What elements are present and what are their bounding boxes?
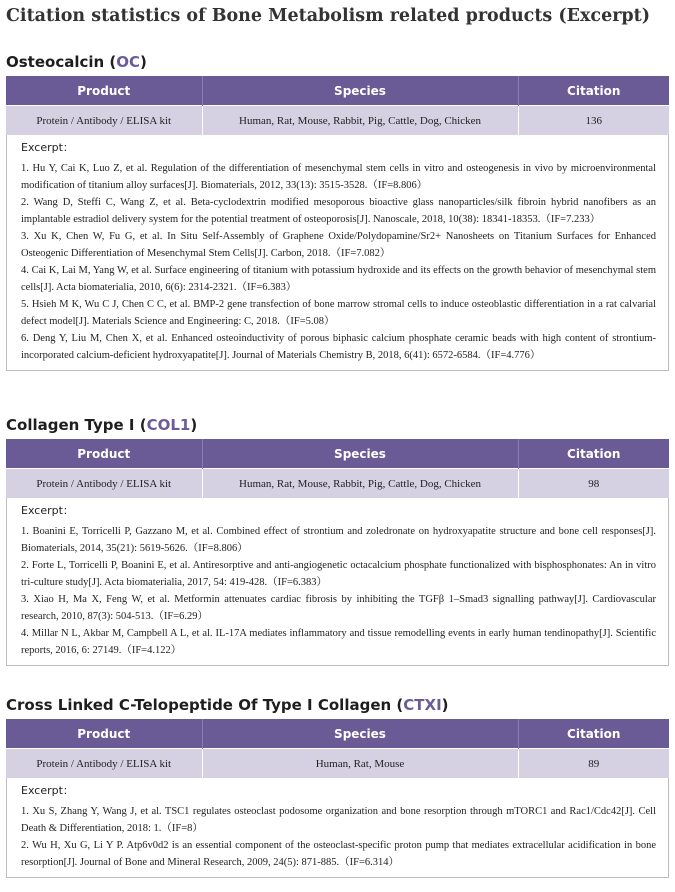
reference-item: 2. Wang D, Steffi C, Wang Z, et al. Beta-cyclodextrin modified mesoporous bioactive glass nanoparticles/silk fibroin hybrid nanofibers as an implantable estradiol delivery system for the potential treatment of osteoporosis[J]. Nanoscale, 2018, 10(38): 18341-18353.（IF=7.233） bbox=[21, 197, 656, 225]
table-row bbox=[6, 469, 669, 499]
summary-table bbox=[6, 439, 669, 498]
section-osteocalcin bbox=[6, 52, 669, 371]
header-species: Species bbox=[202, 76, 518, 106]
reference-item: 2. Wu H, Xu G, Li Y P. Atp6v0d2 is an essential component of the osteoclast-specific proton pump that mediates extracellular acidification in bone resorption[J]. Journal of Bone and Mineral Research, 2009, 24(5): 871-885.（IF=6.314） bbox=[21, 840, 656, 868]
page-title: Citation statistics of Bone Metabolism related products (Excerpt) bbox=[6, 6, 651, 26]
section-heading bbox=[6, 415, 669, 435]
header-citation: Citation bbox=[518, 76, 669, 106]
table-header-row bbox=[6, 76, 669, 106]
table-row bbox=[6, 106, 669, 136]
header-species: Species bbox=[202, 719, 518, 749]
header-product: Product bbox=[6, 76, 202, 106]
cell-product: Protein / Antibody / ELISA kit bbox=[6, 469, 202, 499]
cell-species: Human, Rat, Mouse, Rabbit, Pig, Cattle, Dog, Chicken bbox=[202, 469, 518, 499]
header-citation: Citation bbox=[518, 439, 669, 469]
table-row bbox=[6, 749, 669, 779]
reference-item: 4. Cai K, Lai M, Yang W, et al. Surface engineering of titanium with potassium hydroxide and its effects on the growth behavior of mesenchymal stem cells[J]. Acta biomaterialia, 2010, 6(6): 2314-2321.（IF=6.383） bbox=[21, 265, 656, 293]
section-heading bbox=[6, 695, 669, 715]
reference-item: 2. Forte L, Torricelli P, Boanini E, et al. Antiresorptive and anti-angiogenetic octacalcium phosphate functionalized with bisphosphonates: An in vitro tri-culture study[J]. Acta biomaterialia, 2017, 54: 419-428.（IF=6.383） bbox=[21, 560, 656, 588]
cell-citation: 98 bbox=[518, 469, 669, 499]
heading-text: Collagen Type I ( bbox=[6, 416, 147, 434]
heading-close: ) bbox=[190, 416, 198, 434]
excerpt-label: Excerpt： bbox=[21, 784, 74, 797]
reference-item: 5. Hsieh M K, Wu C J, Chen C C, et al. BMP-2 gene transfection of bone marrow stromal cells to induce osteoblastic differentiation in a rat calvarial defect model[J]. Materials Science and Engineering: C, 2018.（IF=5.08） bbox=[21, 299, 656, 327]
excerpt-label: Excerpt： bbox=[21, 141, 74, 154]
header-product: Product bbox=[6, 439, 202, 469]
heading-text: Cross Linked C-Telopeptide Of Type I Collagen ( bbox=[6, 696, 404, 714]
heading-close: ) bbox=[441, 696, 449, 714]
heading-close: ) bbox=[140, 53, 147, 71]
reference-item: 4. Millar N L, Akbar M, Campbell A L, et al. IL-17A mediates inflammatory and tissue remodelling events in early human tendinopathy[J]. Scientific reports, 2016, 6: 27149.（IF=4.122） bbox=[21, 628, 656, 656]
heading-abbr: CTXI bbox=[403, 696, 442, 714]
table-header-row bbox=[6, 719, 669, 749]
heading-text: Osteocalcin ( bbox=[6, 53, 117, 71]
summary-table bbox=[6, 76, 669, 135]
cell-citation: 89 bbox=[518, 749, 669, 779]
reference-item: 1. Xu S, Zhang Y, Wang J, et al. TSC1 regulates osteoclast podosome organization and bone resorption through mTORC1 and Rac1/Cdc42[J]. Cell Death & Differentiation, 2018: 1.（IF=8） bbox=[21, 806, 656, 834]
reference-item: 3. Xu K, Chen W, Fu G, et al. In Situ Self-Assembly of Graphene Oxide/Polydopamine/Sr2+ Nanosheets on Titanium Surfaces for Enhanced Osteogenic Differentiation of Mesenchymal Stem Cells[J]. Carbon, 2018.（IF=7.082） bbox=[21, 231, 656, 259]
reference-item: 3. Xiao H, Ma X, Feng W, et al. Metformin attenuates cardiac fibrosis by inhibiting the TGFβ 1–Smad3 signalling pathway[J]. Cardiovascular research, 2010, 87(3): 504-513.（IF=6.29） bbox=[21, 594, 656, 622]
reference-item: 1. Boanini E, Torricelli P, Gazzano M, et al. Combined effect of strontium and zoledronate on hydroxyapatite structure and bone cell responses[J]. Biomaterials, 2014, 35(21): 5619-5626.（IF=8.806） bbox=[21, 526, 656, 554]
header-product: Product bbox=[6, 719, 202, 749]
summary-table bbox=[6, 719, 669, 778]
excerpt-label: Excerpt： bbox=[21, 504, 74, 517]
cell-citation: 136 bbox=[518, 106, 669, 136]
excerpt-box bbox=[6, 778, 669, 878]
cell-species: Human, Rat, Mouse, Rabbit, Pig, Cattle, Dog, Chicken bbox=[202, 106, 518, 136]
excerpt-box bbox=[6, 498, 669, 666]
heading-abbr: OC bbox=[116, 53, 141, 71]
heading-abbr: COL1 bbox=[146, 416, 191, 434]
header-species: Species bbox=[202, 439, 518, 469]
reference-item: 6. Deng Y, Liu M, Chen X, et al. Enhanced osteoinductivity of porous biphasic calcium phosphate ceramic beads with high content of strontium-incorporated calcium-deficient hydroxyapatite[J]. Journal of Materials Chemistry B, 2018, 6(41): 6572-6584.（IF=4.776） bbox=[21, 333, 656, 361]
reference-item: 1. Hu Y, Cai K, Luo Z, et al. Regulation of the differentiation of mesenchymal stem cells in vitro and osteogenesis in vivo by microenvironmental modification of titanium alloy surfaces[J]. Biomaterials, 2012, 33(13): 3515-3528.（IF=8.806） bbox=[21, 163, 656, 191]
table-header-row bbox=[6, 439, 669, 469]
cell-product: Protein / Antibody / ELISA kit bbox=[6, 106, 202, 136]
section-collagen-type-i bbox=[6, 415, 669, 666]
cell-species: Human, Rat, Mouse bbox=[202, 749, 518, 779]
cell-product: Protein / Antibody / ELISA kit bbox=[6, 749, 202, 779]
excerpt-box bbox=[6, 135, 669, 371]
section-heading bbox=[6, 52, 669, 72]
header-citation: Citation bbox=[518, 719, 669, 749]
section-ctxi bbox=[6, 695, 669, 878]
